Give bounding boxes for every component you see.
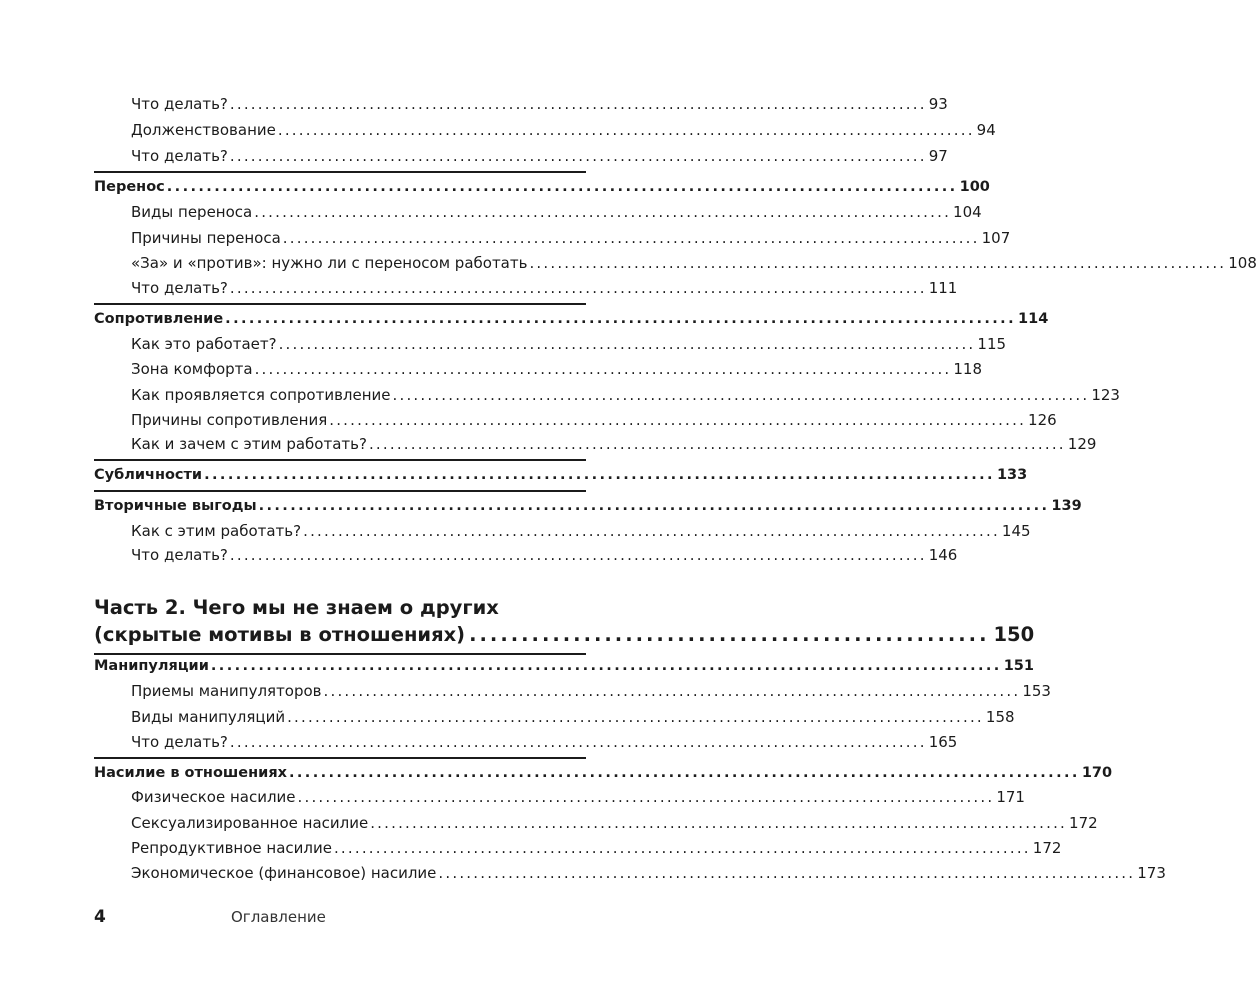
dot-leader: .................................................................................................... [323, 682, 1021, 700]
toc-entry-page: 107 [981, 229, 1011, 247]
toc-entry-title: Как и зачем с этим работать? [131, 435, 367, 453]
toc-entry-title: Долженствование [131, 121, 276, 139]
dot-leader: .................................................................................................... [288, 765, 1080, 781]
toc-entry-title: Виды манипуляций [131, 708, 286, 726]
dot-leader: .................................................................................................... [370, 814, 1068, 832]
toc-section [94, 177, 990, 197]
toc-entry-page: 172 [1032, 839, 1062, 857]
dot-leader: .................................................................................................... [368, 435, 1066, 453]
toc-section [94, 465, 1028, 485]
toc-section-title: Вторичные выгоды [94, 498, 257, 514]
toc-entry-page: 165 [928, 733, 958, 751]
dot-leader: .................................................................................................... [282, 229, 980, 247]
toc-entry-page: 111 [928, 279, 958, 297]
toc-entry [131, 863, 1166, 883]
toc-entry-title: Что делать? [131, 546, 228, 564]
toc-entry [131, 359, 983, 379]
toc-entry-page: 171 [996, 788, 1025, 806]
toc-entry-page: 158 [985, 708, 1015, 726]
dot-leader: .................................................................................................... [529, 254, 1227, 272]
toc-entry [131, 732, 958, 752]
dot-leader: .................................................................................................... [229, 147, 927, 165]
dot-leader: .................................................................................................... [303, 522, 1000, 540]
toc-entry [131, 521, 1031, 541]
toc-entry [131, 787, 1025, 807]
section-divider [94, 459, 586, 461]
toc-section-title: Перенос [94, 179, 165, 195]
dot-leader: .................................................................................................... [229, 546, 927, 564]
dot-leader: .................................................................................................... [392, 386, 1090, 404]
toc-entry-page: 126 [1028, 411, 1057, 429]
toc-entry-page: 104 [953, 203, 982, 221]
toc-entry [131, 385, 1120, 405]
toc-entry-page: 172 [1069, 814, 1098, 832]
dot-leader: .................................................................................................... [333, 839, 1031, 857]
part-title-line-2: (скрытые мотивы в отношениях) [94, 623, 466, 646]
toc-entry-page: 153 [1022, 682, 1051, 700]
section-divider [94, 303, 586, 305]
toc-entry-title: Что делать? [131, 733, 228, 751]
toc-entry [131, 278, 958, 298]
section-divider [94, 171, 586, 173]
dot-leader: .................................................................................................... [204, 467, 995, 483]
toc-entry [131, 681, 1051, 701]
toc-entry-title: Как проявляется сопротивление [131, 386, 391, 404]
toc-entry [131, 838, 1062, 858]
toc-section-page: 100 [959, 179, 990, 195]
toc-part-heading [94, 594, 1035, 648]
dot-leader: .................................................................................................... [225, 311, 1017, 327]
toc-entry-title: Виды переноса [131, 203, 253, 221]
toc-entry [131, 813, 1098, 833]
toc-entry-page: 146 [928, 546, 958, 564]
toc-entry [131, 545, 958, 565]
toc-section [94, 496, 1082, 516]
toc-entry-page: 93 [928, 95, 948, 113]
running-title: Оглавление [231, 908, 326, 926]
toc-entry [131, 120, 996, 140]
toc-entry-page: 108 [1228, 254, 1257, 272]
toc-entry-page: 145 [1001, 522, 1031, 540]
section-divider [94, 757, 586, 759]
toc-entry-title: Что делать? [131, 279, 228, 297]
dot-leader: .................................................. [469, 623, 990, 646]
toc-entry-title: Как с этим работать? [131, 522, 302, 540]
toc-entry [131, 434, 1097, 454]
toc-entry [131, 410, 1057, 430]
part-title-line-2-row [94, 621, 1035, 648]
dot-leader: .................................................................................................... [166, 179, 958, 195]
toc-section-page: 139 [1051, 498, 1082, 514]
toc-entry [131, 146, 948, 166]
dot-leader: .................................................................................................... [277, 121, 975, 139]
toc-entry-title: Репродуктивное насилие [131, 839, 332, 857]
dot-leader: .................................................................................................... [229, 279, 927, 297]
dot-leader: .................................................................................................... [278, 335, 976, 353]
toc-entry [131, 334, 1007, 354]
toc-entry-title: Что делать? [131, 147, 228, 165]
toc-section-title: Сопротивление [94, 311, 224, 327]
toc-section-page: 170 [1081, 765, 1113, 781]
toc-entry-page: 123 [1091, 386, 1120, 404]
toc-section [94, 656, 1034, 676]
dot-leader: .................................................................................................... [258, 498, 1050, 514]
dot-leader: .................................................................................................... [210, 658, 1002, 674]
toc-entry-title: Зона комфорта [131, 360, 253, 378]
part-page: 150 [993, 623, 1035, 646]
toc-entry-title: Сексуализированное насилие [131, 814, 369, 832]
dot-leader: .................................................................................................... [229, 733, 927, 751]
toc-entry-title: Причины сопротивления [131, 411, 328, 429]
toc-entry-title: Как это работает? [131, 335, 277, 353]
section-divider [94, 653, 586, 655]
toc-entry [131, 228, 1011, 248]
toc-section-title: Субличности [94, 467, 203, 483]
part-title-line-1: Часть 2. Чего мы не знаем о других [94, 596, 499, 619]
toc-entry [131, 94, 948, 114]
dot-leader: .................................................................................................... [254, 360, 952, 378]
toc-entry-page: 118 [953, 360, 983, 378]
toc-entry-title: Что делать? [131, 95, 228, 113]
toc-entry-page: 115 [977, 335, 1007, 353]
toc-entry-page: 173 [1137, 864, 1166, 882]
toc-section-page: 133 [996, 467, 1028, 483]
toc-entry [131, 253, 1257, 273]
toc-entry-title: Причины переноса [131, 229, 281, 247]
toc-section [94, 309, 1049, 329]
toc-entry-page: 129 [1067, 435, 1097, 453]
toc-entry-title: Приемы манипуляторов [131, 682, 322, 700]
toc-entry-page: 94 [976, 121, 996, 139]
toc-entry [131, 707, 1015, 727]
toc-entry-title: Физическое насилие [131, 788, 296, 806]
toc-section-page: 114 [1018, 311, 1049, 327]
dot-leader: .................................................................................................... [287, 708, 984, 726]
toc-entry-page: 97 [928, 147, 948, 165]
dot-leader: .................................................................................................... [297, 788, 995, 806]
toc-section-title: Насилие в отношениях [94, 765, 287, 781]
toc-section [94, 763, 1113, 783]
dot-leader: .................................................................................................... [229, 95, 927, 113]
toc-entry-title: «За» и «против»: нужно ли с переносом работать [131, 254, 528, 272]
page-number: 4 [94, 907, 106, 927]
toc-entry [131, 202, 982, 222]
dot-leader: .................................................................................................... [329, 411, 1027, 429]
section-divider [94, 490, 586, 492]
toc-section-page: 151 [1003, 658, 1034, 674]
dot-leader: .................................................................................................... [438, 864, 1136, 882]
toc-section-title: Манипуляции [94, 658, 209, 674]
dot-leader: .................................................................................................... [254, 203, 952, 221]
toc-entry-title: Экономическое (финансовое) насилие [131, 864, 437, 882]
